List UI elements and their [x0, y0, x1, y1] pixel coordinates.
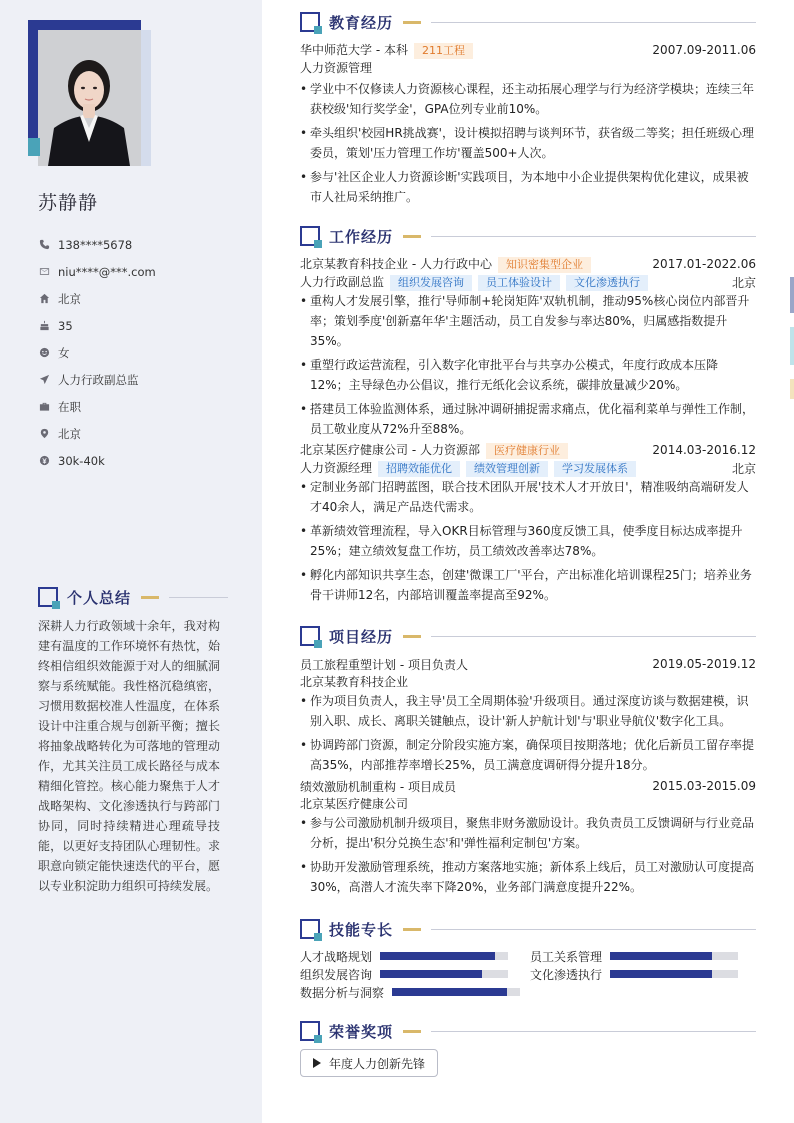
gender-icon — [38, 347, 50, 359]
job-role-wrap — [300, 459, 636, 477]
education-bullet: • 学业中不仅修读人力资源核心课程，还主动拓展心理学与行为经济学模块；连续三年获校级'知行奖学金'，GPA位列专业前10%。 — [300, 79, 756, 119]
section-gold-bar — [403, 928, 421, 931]
section-mark-icon — [300, 226, 320, 246]
job-role-row — [300, 459, 756, 477]
skill-fill — [380, 952, 495, 960]
info-age — [38, 312, 248, 339]
section-divider — [169, 597, 228, 598]
skill-item — [530, 947, 738, 965]
info-phone-text: 138****5678 — [58, 237, 133, 252]
skill-bar — [610, 952, 738, 960]
section-divider — [431, 22, 756, 23]
skill-bar — [392, 988, 520, 996]
project-entry — [300, 655, 756, 775]
summary-section-header — [38, 586, 228, 608]
section-mark-icon — [300, 1021, 320, 1041]
project-bullet: • 协调跨部门资源，制定分阶段实施方案，确保项目按期落地；优化后新员工留存率提高35%，内部推荐率增长25%，员工满意度调研得分提升18分。 — [300, 735, 756, 775]
sidebar — [0, 0, 262, 1123]
skill-bar — [610, 970, 738, 978]
skill-item — [300, 965, 508, 983]
job-skill-tag: 组织发展咨询 — [390, 275, 472, 291]
info-age-text: 35 — [58, 318, 73, 333]
skill-item — [530, 965, 738, 983]
job-company-row — [300, 255, 756, 273]
job-bullet: • 重塑行政运营流程，引入数字化审批平台与共享办公模式，年度行政成本压降12%；主导绿色办公倡议，推行无纸化会议系统，碳排放量减少20%。 — [300, 355, 756, 395]
briefcase-icon — [38, 401, 50, 413]
info-location-text: 北京 — [58, 426, 81, 441]
info-email — [38, 258, 248, 285]
education-period: 2007.09-2011.06 — [652, 43, 756, 57]
education-school-wrap — [300, 41, 473, 59]
job-skill-tag: 文化渗透执行 — [566, 275, 648, 291]
avatar-accent — [28, 138, 40, 156]
project-name: 绩效激励机制重构 - 项目成员 — [300, 779, 456, 794]
education-header — [300, 11, 756, 33]
info-position — [38, 366, 248, 393]
awards-title: 荣誉奖项 — [329, 1022, 394, 1041]
job-bullets — [300, 291, 756, 439]
edge-mark — [790, 277, 794, 313]
job-bullet: • 重构人才发展引擎，推行'导师制+轮岗矩阵'双轨机制，推动95%核心岗位内部晋升率；策划季度'创新嘉年华'主题活动，员工自发参与率达80%，归属感指数提升35%。 — [300, 291, 756, 351]
job-bullet: • 搭建员工体验监测体系，通过脉冲调研捕捉需求痛点，优化福利菜单与弹性工作制，员工敬业度从72%升至88%。 — [300, 399, 756, 439]
job-role-wrap — [300, 273, 648, 291]
job-bullet: • 定制业务部门招聘蓝图，联合技术团队开展'技术人才开放日'，精准吸纳高端研发人才40余人，满足产品迭代需求。 — [300, 477, 756, 517]
section-gold-bar — [403, 21, 421, 24]
skill-item — [300, 947, 508, 965]
project-name-row — [300, 777, 756, 795]
home-icon — [38, 293, 50, 305]
section-mark-icon — [300, 12, 320, 32]
info-salary — [38, 447, 248, 474]
project-name-row — [300, 655, 756, 673]
project-period: 2015.03-2015.09 — [652, 779, 756, 793]
skills-grid — [300, 947, 756, 1007]
job-bullet: • 革新绩效管理流程，导入OKR目标管理与360度反馈工具，使季度目标达成率提升25%；建立绩效复盘工作坊，员工绩效改善率达78%。 — [300, 521, 756, 561]
project-bullet: • 参与公司激励机制升级项目，聚焦非财务激励设计。我负责员工反馈调研与行业竞品分析，提出'积分兑换生态'和'弹性福利定制包'方案。 — [300, 813, 756, 853]
info-email-text: niu****@***.com — [58, 264, 156, 279]
project-period: 2019.05-2019.12 — [652, 657, 756, 671]
skills-section — [300, 918, 756, 1007]
skill-name: 组织发展咨询 — [300, 967, 373, 982]
awards-header — [300, 1020, 756, 1042]
education-row — [300, 41, 756, 59]
job-skill-tag: 员工体验设计 — [478, 275, 560, 291]
project-entry — [300, 777, 756, 897]
education-title: 教育经历 — [329, 13, 394, 32]
section-mark-icon — [38, 587, 58, 607]
info-phone — [38, 231, 248, 258]
skill-name: 数据分析与洞察 — [300, 985, 385, 1000]
info-salary-text: 30k-40k — [58, 453, 105, 468]
contact-info-list — [38, 231, 248, 474]
job-role: 人力行政副总监 — [300, 275, 385, 289]
phone-icon — [38, 239, 50, 251]
info-location — [38, 420, 248, 447]
job-period: 2014.03-2016.12 — [652, 443, 756, 457]
info-status — [38, 393, 248, 420]
project-bullet: • 作为项目负责人，我主导'员工全周期体验'升级项目。通过深度访谈与数据建模，识别入职、成长、离职关键触点，设计'新人护航计划'与'职业导航仪'数字化工具。 — [300, 691, 756, 731]
section-divider — [431, 236, 756, 237]
section-gold-bar — [403, 1030, 421, 1033]
section-gold-bar — [403, 635, 421, 638]
project-bullets — [300, 813, 756, 897]
send-icon — [38, 374, 50, 386]
job-skill-tag: 学习发展体系 — [554, 461, 636, 477]
job-entry — [300, 441, 756, 605]
summary-title: 个人总结 — [67, 588, 132, 607]
avatar-frame — [28, 20, 152, 166]
education-major: 人力资源管理 — [300, 61, 373, 75]
job-company-row — [300, 441, 756, 459]
projects-header — [300, 625, 756, 647]
play-icon — [313, 1058, 321, 1068]
job-skill-tag: 招聘效能优化 — [378, 461, 460, 477]
job-role: 人力资源经理 — [300, 461, 373, 475]
work-header — [300, 225, 756, 247]
award-item — [300, 1049, 438, 1077]
avatar-portrait — [38, 30, 141, 166]
education-bullet: • 参与'社区企业人力资源诊断'实践项目，为本地中小企业提供架构优化建议，成果被市人社局采纳推广。 — [300, 167, 756, 207]
job-entry — [300, 255, 756, 439]
education-school: 华中师范大学 - 本科 — [300, 43, 408, 57]
award-name: 年度人力创新先锋 — [329, 1056, 426, 1071]
skill-name: 文化渗透执行 — [530, 967, 603, 982]
awards-list — [300, 1049, 756, 1079]
skill-item — [300, 983, 520, 1001]
info-position-text: 人力行政副总监 — [58, 372, 139, 387]
cake-icon — [38, 320, 50, 332]
edge-mark — [790, 379, 794, 399]
project-org: 北京某医疗健康公司 — [300, 797, 409, 811]
job-company: 北京某医疗健康公司 - 人力资源部 — [300, 443, 480, 457]
job-company-wrap — [300, 441, 568, 459]
work-section — [300, 225, 756, 609]
job-city: 北京 — [731, 275, 756, 290]
skill-fill — [610, 952, 712, 960]
section-divider — [431, 929, 756, 930]
section-gold-bar — [403, 235, 421, 238]
job-city: 北京 — [731, 461, 756, 476]
education-bullet: • 牵头组织'校园HR挑战赛'，设计模拟招聘与谈判环节，获省级二等奖；担任班级心理委员，策划'压力管理工作坊'覆盖500+人次。 — [300, 123, 756, 163]
section-divider — [431, 1031, 756, 1032]
info-hometown — [38, 285, 248, 312]
job-company: 北京某教育科技企业 - 人力行政中心 — [300, 257, 492, 271]
projects-title: 项目经历 — [329, 627, 394, 646]
skills-header — [300, 918, 756, 940]
skills-title: 技能专长 — [329, 920, 394, 939]
skill-fill — [392, 988, 507, 996]
section-mark-icon — [300, 626, 320, 646]
project-bullet: • 协助开发激励管理系统，推动方案落地实施；新体系上线后，员工对激励认可度提高30%，高潜人才流失率下降20%，业务部门满意度提升22%。 — [300, 857, 756, 897]
info-hometown-text: 北京 — [58, 291, 81, 306]
summary-text: 深耕人力行政领域十余年，我对构建有温度的工作环境怀有热忱，始终相信组织效能源于对人的细腻洞察与系统赋能。我性格沉稳缜密，习惯用数据校准人性温度，在体系设计中注重合规与创新平衡；擅长将抽象战略转化为可落地的管理动作，尤其关注员工成长路径与成本精细化管控。核心能力聚焦于人才战略架构、文化渗透执行与跨部门协同，同时持续精进心理疏导技能，以更好支持团队心理韧性。求职意向锁定能快速迭代的平台，愿以专业积淀助力组织可持续发展。 — [38, 619, 220, 893]
section-mark-icon — [300, 919, 320, 939]
project-name: 员工旅程重塑计划 - 项目负责人 — [300, 657, 468, 672]
email-icon — [38, 266, 50, 278]
job-period: 2017.01-2022.06 — [652, 257, 756, 271]
skill-fill — [380, 970, 482, 978]
education-bullets — [300, 79, 756, 207]
job-bullets — [300, 477, 756, 605]
job-industry-tag: 知识密集型企业 — [498, 257, 591, 273]
avatar — [38, 30, 141, 166]
skill-fill — [610, 970, 712, 978]
job-company-wrap — [300, 255, 591, 273]
profile-name: 苏静静 — [38, 192, 99, 214]
job-skill-tag: 绩效管理创新 — [466, 461, 548, 477]
section-gold-bar — [141, 596, 159, 599]
skill-name: 人才战略规划 — [300, 949, 373, 964]
projects-section — [300, 625, 756, 901]
info-gender — [38, 339, 248, 366]
job-bullet: • 孵化内部知识共享生态，创建'微课工厂'平台，产出标准化培训课程25门；培养业务骨干讲师12名，内部培训覆盖率提高至92%。 — [300, 565, 756, 605]
info-gender-text: 女 — [58, 345, 70, 360]
education-section — [300, 11, 756, 211]
location-icon — [38, 428, 50, 440]
skill-name: 员工关系管理 — [530, 949, 603, 964]
work-title: 工作经历 — [329, 227, 394, 246]
salary-icon — [38, 455, 50, 467]
info-status-text: 在职 — [58, 399, 81, 414]
project-bullets — [300, 691, 756, 775]
skill-bar — [380, 952, 508, 960]
section-divider — [431, 636, 756, 637]
awards-section — [300, 1020, 756, 1079]
job-industry-tag: 医疗健康行业 — [486, 443, 568, 459]
edge-mark — [790, 327, 794, 365]
skill-bar — [380, 970, 508, 978]
job-role-row — [300, 273, 756, 291]
education-tag: 211工程 — [414, 43, 473, 59]
project-org: 北京某教育科技企业 — [300, 675, 409, 689]
